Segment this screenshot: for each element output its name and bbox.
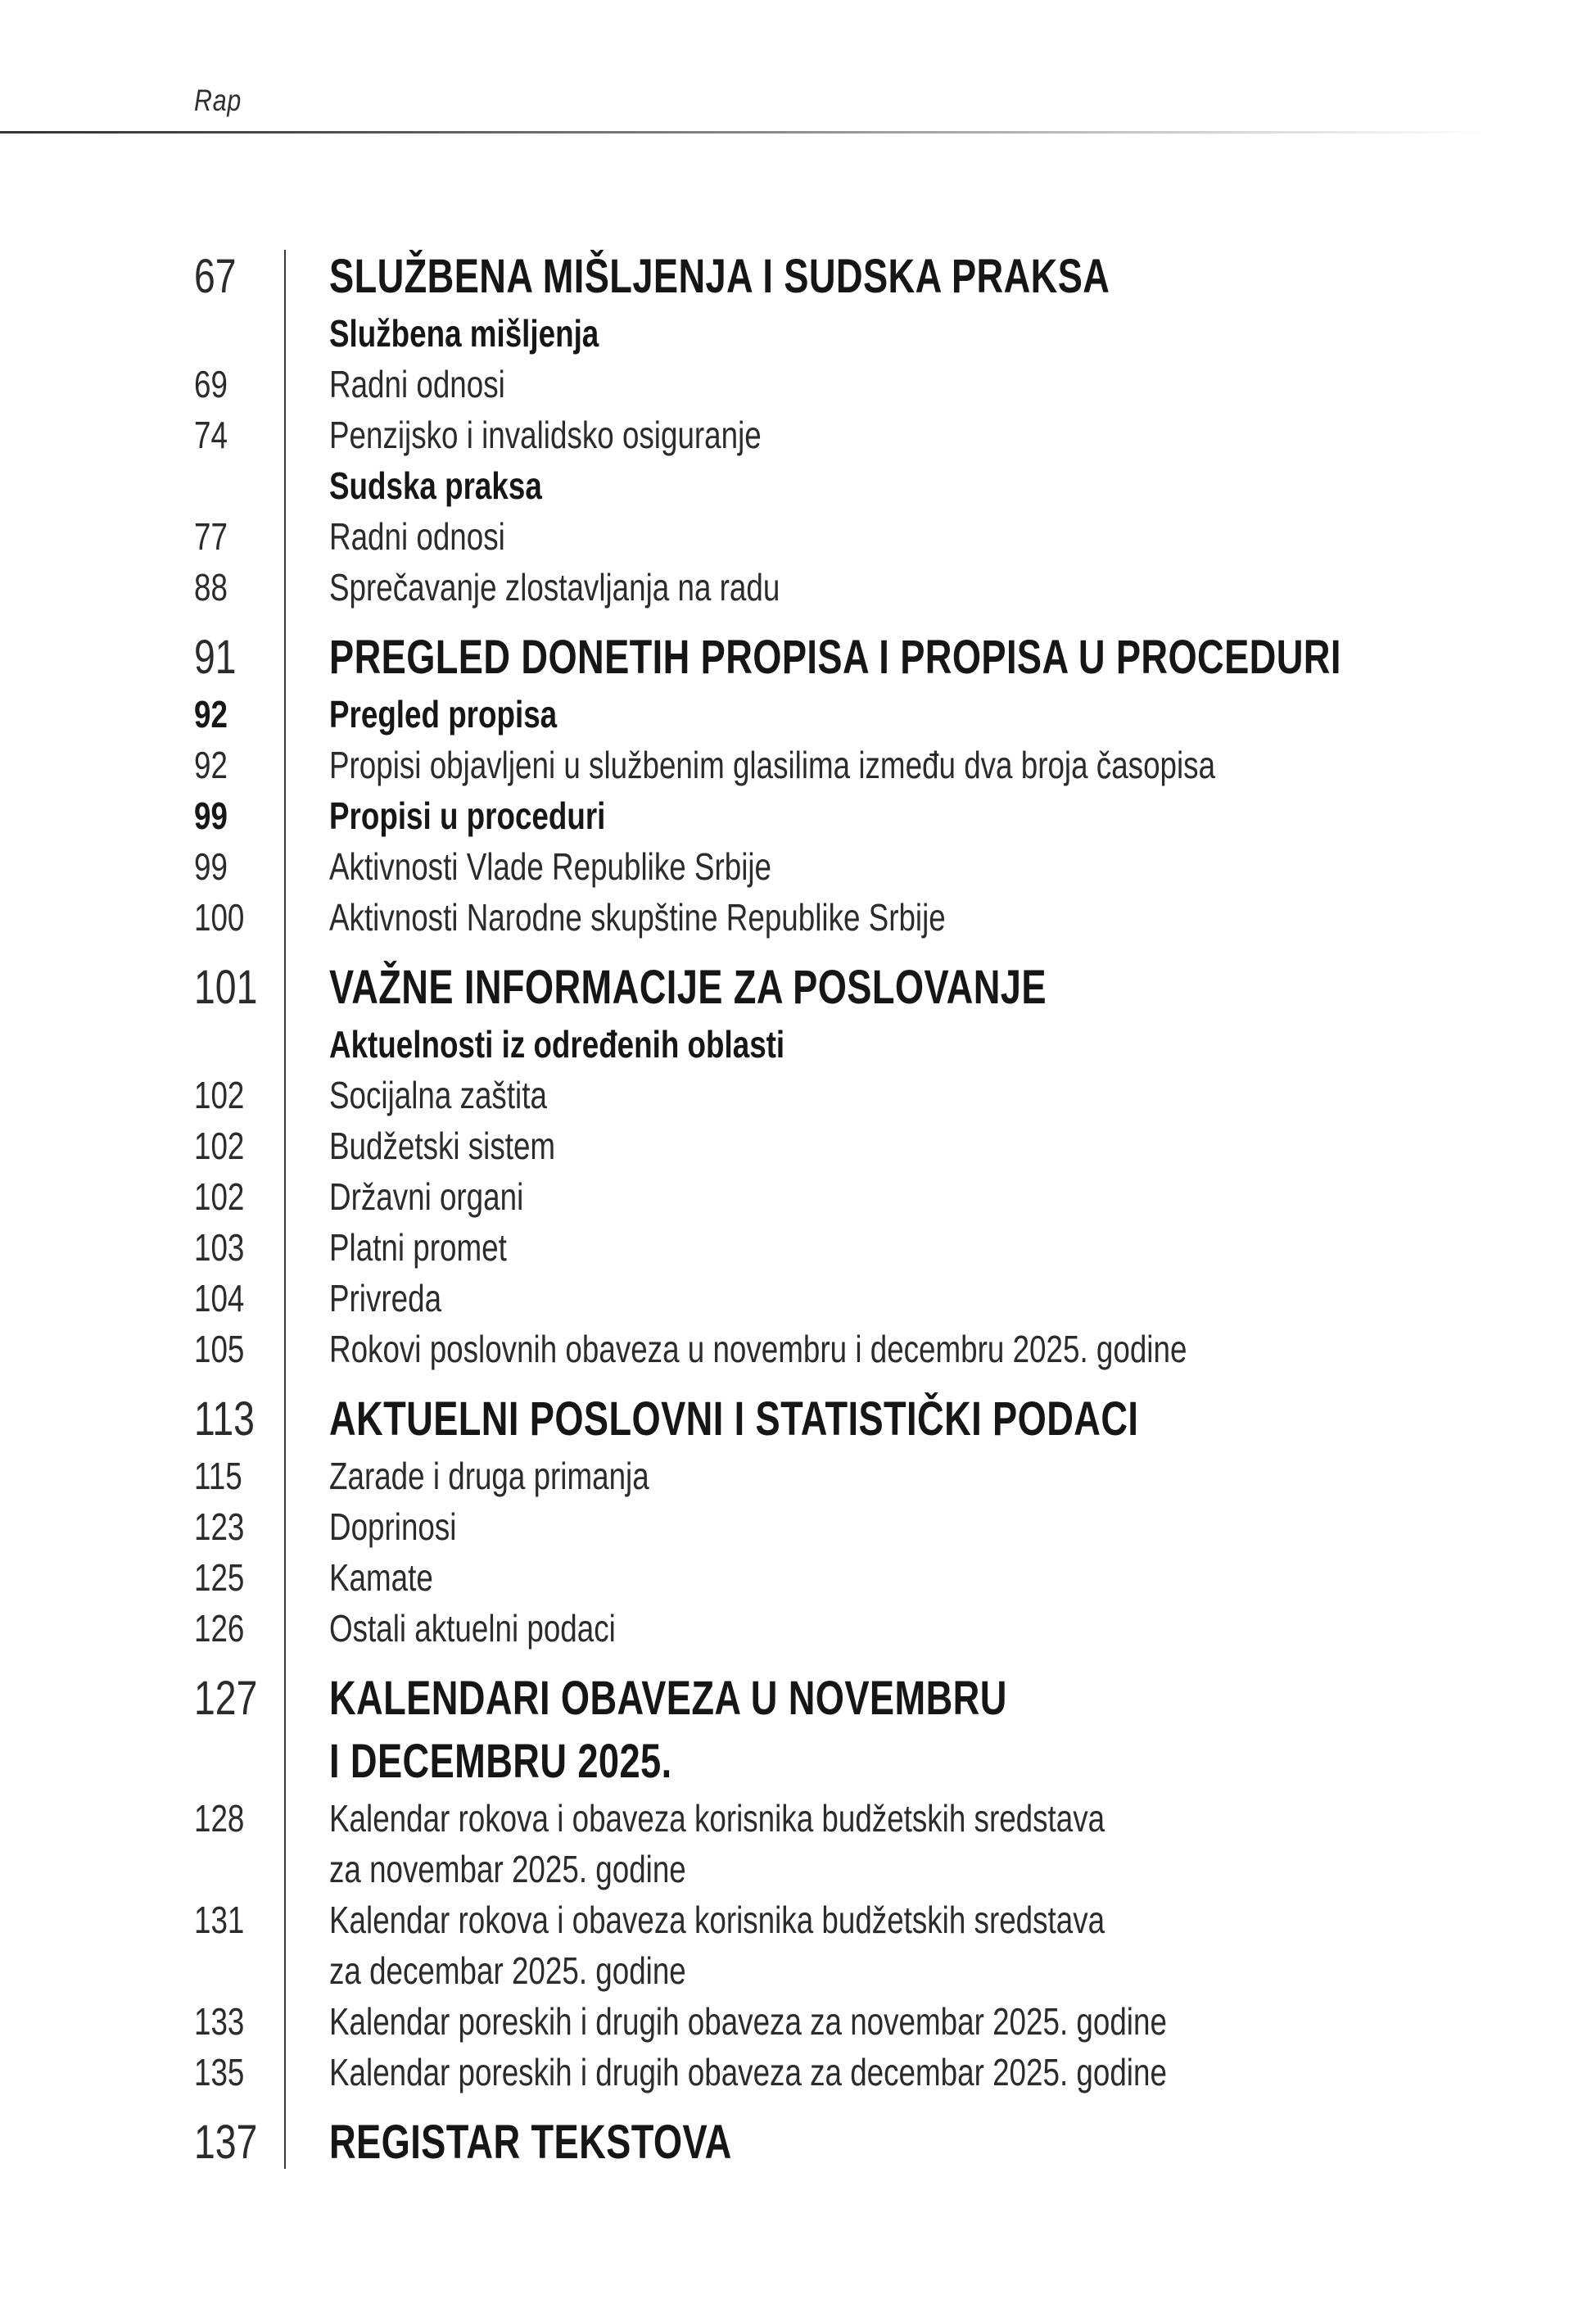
toc-entry	[194, 1451, 1521, 1501]
entry-title: VAŽNE INFORMACIJE ZA POSLOVANJE	[329, 961, 1047, 1014]
entry-page-number: 113	[194, 1392, 255, 1446]
entry-title: Budžetski sistem	[329, 1125, 556, 1167]
toc-entry	[194, 1996, 1521, 2047]
entry-title: Propisi u proceduri	[329, 794, 606, 837]
entry-page-number: 103	[194, 1226, 245, 1269]
entry-page-number: 99	[194, 845, 228, 888]
entry-title: Službena mišljenja	[329, 312, 599, 355]
entry-title: Penzijsko i invalidsko osiguranje	[329, 414, 762, 456]
toc-entry	[194, 740, 1521, 790]
toc-entry	[194, 1667, 1521, 1793]
entry-title: SLUŽBENA MIŠLJENJA I SUDSKA PRAKSA	[329, 250, 1110, 303]
entry-page-number: 77	[194, 515, 228, 558]
entry-title: PREGLED DONETIH PROPISA I PROPISA U PROCEDURI	[329, 631, 1341, 684]
entry-title: Državni organi	[329, 1175, 524, 1218]
toc-entry	[194, 245, 1521, 308]
entry-title: Kamate	[329, 1556, 433, 1599]
entry-page-number: 123	[194, 1505, 245, 1548]
entry-page-number: 102	[194, 1125, 245, 1167]
entry-page-number: 135	[194, 2051, 245, 2093]
entry-page-number: 137	[194, 2116, 258, 2169]
toc-entry	[194, 460, 1521, 511]
entry-page-number: 92	[194, 693, 228, 736]
entry-title: Kalendar poreskih i drugih obaveza za novembar 2025. godine	[329, 2000, 1167, 2043]
header-rule	[0, 131, 1596, 134]
entry-title: Sudska praksa	[329, 464, 542, 507]
magazine-logo: Rap	[194, 84, 242, 117]
entry-title: Aktivnosti Vlade Republike Srbije	[329, 845, 772, 888]
toc-entry	[194, 1324, 1521, 1374]
entry-title-line: Kalendar rokova i obaveza korisnika budžetskih sredstava	[329, 1899, 1105, 1941]
entry-page-number: 102	[194, 1175, 245, 1218]
entry-page-number: 133	[194, 2000, 245, 2043]
entry-page-number: 126	[194, 1607, 245, 1650]
entry-title: Socijalna zaštita	[329, 1074, 547, 1116]
entry-title: Rokovi poslovnih obaveza u novembru i decembru 2025. godine	[329, 1328, 1187, 1370]
entry-page-number: 100	[194, 896, 245, 939]
entry-page-number: 92	[194, 744, 228, 786]
toc-entry	[194, 1603, 1521, 1654]
entry-title: Aktuelnosti iz određenih oblasti	[329, 1023, 785, 1066]
entry-title-line: Kalendar rokova i obaveza korisnika budžetskih sredstava	[329, 1797, 1105, 1840]
entry-title	[329, 1793, 1282, 1894]
entry-title-line: za decembar 2025. godine	[329, 1949, 686, 1992]
entry-page-number: 69	[194, 363, 228, 405]
toc-entry	[194, 1120, 1521, 1171]
toc-entry	[194, 359, 1521, 410]
entry-page-number: 131	[194, 1899, 245, 1941]
toc-entry	[194, 892, 1521, 943]
entry-page-number: 128	[194, 1797, 245, 1840]
toc-entry	[194, 790, 1521, 841]
entry-title: Doprinosi	[329, 1505, 457, 1548]
toc-entry	[194, 2111, 1521, 2174]
toc-entry	[194, 308, 1521, 359]
entry-title: Ostali aktuelni podaci	[329, 1607, 616, 1650]
toc-entry	[194, 1222, 1521, 1273]
entry-page-number: 74	[194, 414, 228, 456]
toc-entry	[194, 841, 1521, 892]
toc-entry	[194, 689, 1521, 740]
toc-entry	[194, 1894, 1521, 1996]
entry-title: Radni odnosi	[329, 515, 505, 558]
entry-title: Zarade i druga primanja	[329, 1455, 649, 1497]
entry-page-number: 67	[194, 250, 237, 303]
entry-title-line: I DECEMBRU 2025.	[329, 1735, 672, 1788]
entry-page-number: 91	[194, 631, 237, 684]
toc-entry	[194, 1552, 1521, 1603]
toc-entry	[194, 1273, 1521, 1324]
entry-page-number: 125	[194, 1556, 245, 1599]
entry-title: Sprečavanje zlostavljanja na radu	[329, 566, 780, 609]
entry-title: Kalendar poreskih i drugih obaveza za decembar 2025. godine	[329, 2051, 1167, 2093]
entry-title: Pregled propisa	[329, 693, 558, 736]
entry-title: Aktivnosti Narodne skupštine Republike Srbije	[329, 896, 946, 939]
table-of-contents	[194, 232, 1521, 2174]
entry-page-number: 99	[194, 794, 228, 837]
entry-page-number: 88	[194, 566, 228, 609]
entry-page-number: 101	[194, 961, 258, 1014]
entry-page-number: 127	[194, 1672, 258, 1725]
toc-entry	[194, 1793, 1521, 1894]
entry-title	[329, 1667, 1259, 1793]
toc-entry	[194, 2047, 1521, 2098]
entry-title-line: za novembar 2025. godine	[329, 1848, 686, 1890]
toc-entry	[194, 1019, 1521, 1070]
toc-entry	[194, 1501, 1521, 1552]
toc-entry	[194, 1070, 1521, 1120]
entry-title: Propisi objavljeni u službenim glasilima između dva broja časopisa	[329, 744, 1216, 786]
entry-page-number: 105	[194, 1328, 245, 1370]
entry-title: Platni promet	[329, 1226, 507, 1269]
toc-entry	[194, 410, 1521, 460]
toc-entry	[194, 1387, 1521, 1451]
entry-title: AKTUELNI POSLOVNI I STATISTIČKI PODACI	[329, 1392, 1139, 1446]
toc-entry	[194, 626, 1521, 689]
toc-entry	[194, 511, 1521, 562]
toc-entry	[194, 1171, 1521, 1222]
entry-page-number: 115	[194, 1455, 242, 1497]
toc-entry	[194, 562, 1521, 613]
toc-entry	[194, 956, 1521, 1019]
entry-title-line: KALENDARI OBAVEZA U NOVEMBRU	[329, 1672, 1007, 1725]
entry-page-number: 102	[194, 1074, 245, 1116]
entry-title: Privreda	[329, 1277, 442, 1319]
toc-divider-line	[284, 250, 286, 2169]
entry-title	[329, 1894, 1282, 1996]
entry-page-number: 104	[194, 1277, 245, 1319]
entry-title: REGISTAR TEKSTOVA	[329, 2116, 732, 2169]
entry-title: Radni odnosi	[329, 363, 505, 405]
